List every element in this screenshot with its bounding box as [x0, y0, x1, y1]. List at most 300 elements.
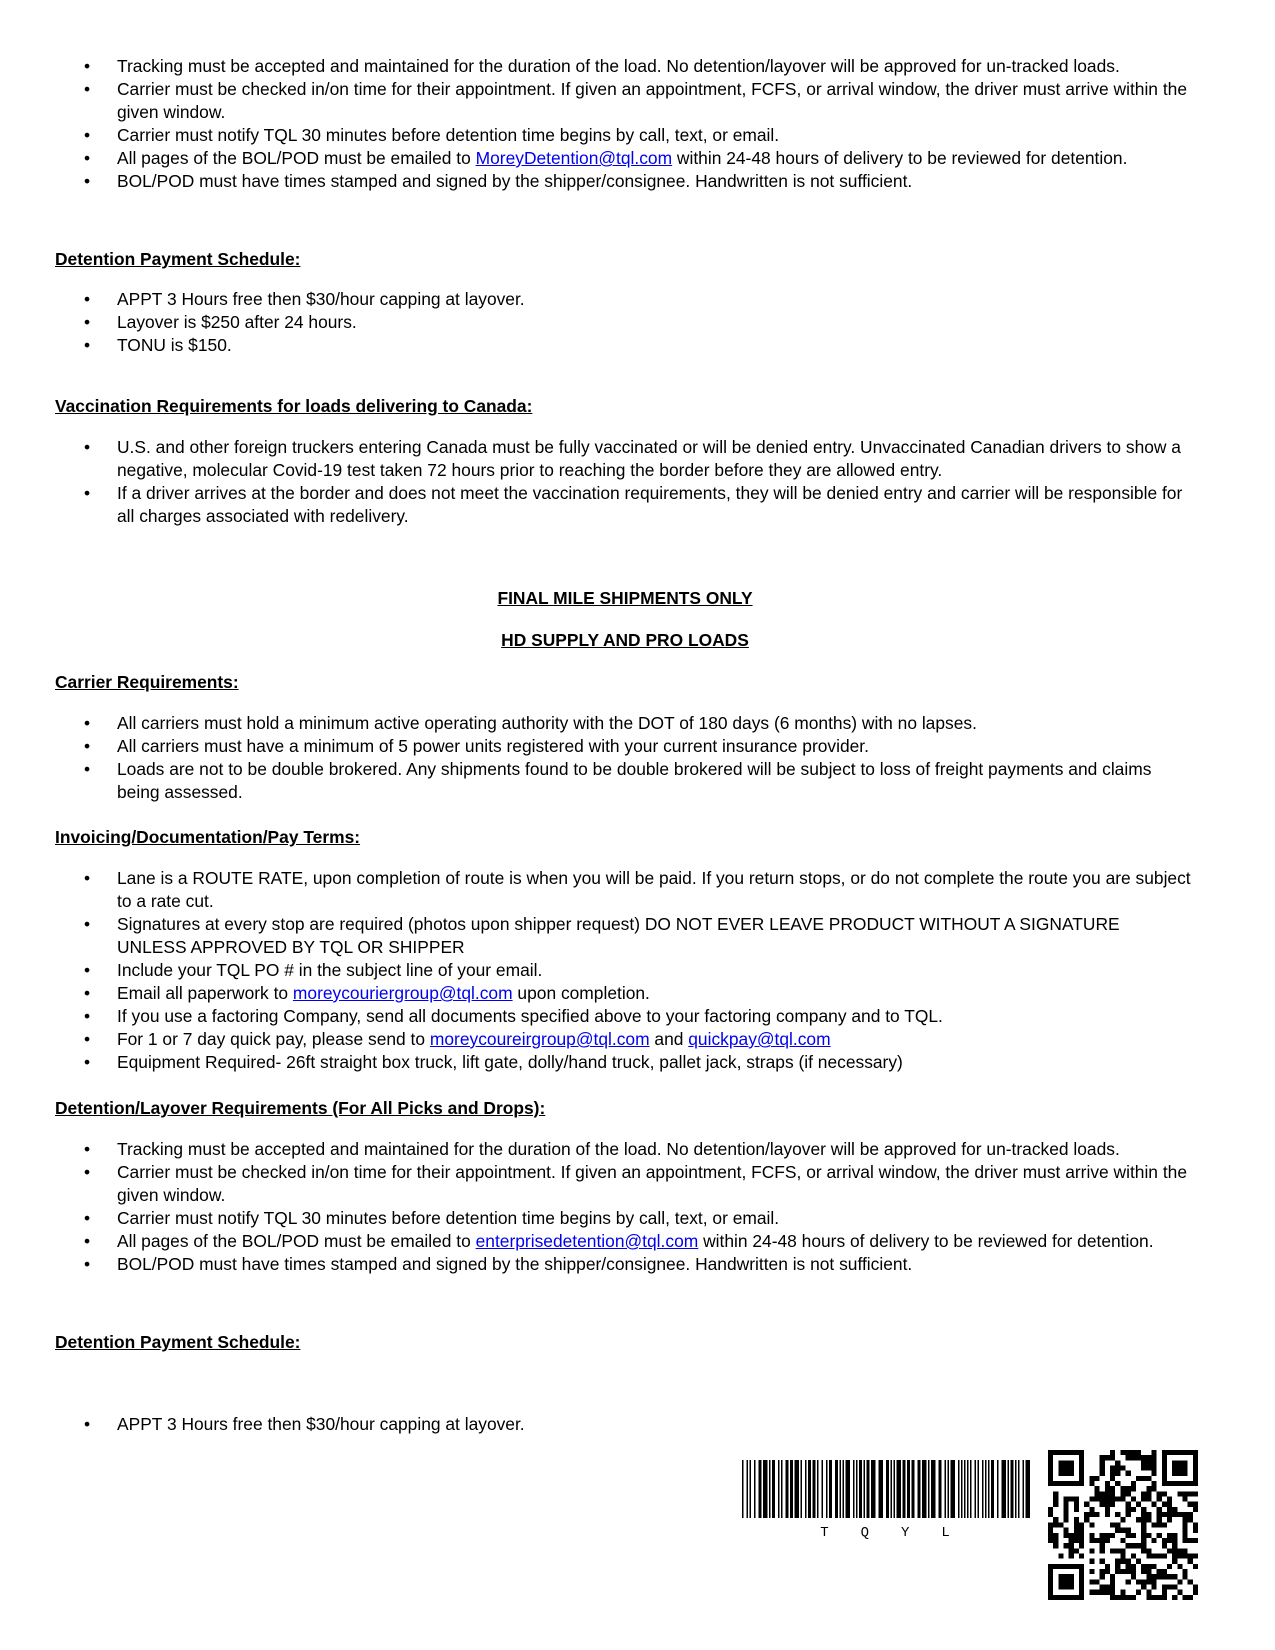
qr-module [1157, 1574, 1162, 1579]
morey-courier-email-link[interactable]: moreycouriergroup@tql.com [292, 983, 513, 1003]
list-item: • U.S. and other foreign truckers entering Canada must be fully vaccinated or will be denied entry. Unvaccinated Canadian drivers to show a negative, molecular Covid-19 test taken 72 hours prior to reaching the border before they are allowed entry. [82, 436, 1192, 482]
qr-module [1177, 1491, 1182, 1496]
email-paperwork-post: upon completion. [512, 983, 650, 1003]
payment-list-2 [82, 1413, 1192, 1436]
barcode-bar [778, 1460, 780, 1518]
barcode-bar [928, 1460, 930, 1518]
qr-code-modules [1048, 1450, 1198, 1600]
barcode-bar [1002, 1460, 1007, 1518]
qr-module [1141, 1497, 1146, 1502]
quickpay-email-link[interactable]: quickpay@tql.com [688, 1029, 831, 1049]
list-item [82, 147, 1192, 170]
qr-module [1182, 1595, 1187, 1600]
qr-module [1079, 1533, 1084, 1538]
qr-module [1089, 1476, 1094, 1481]
barcode-bar [846, 1460, 851, 1518]
qr-module [1193, 1491, 1198, 1496]
qr-module [1074, 1533, 1079, 1538]
qr-module [1069, 1553, 1074, 1558]
qr-module [1064, 1497, 1069, 1502]
qr-module [1136, 1543, 1141, 1548]
qr-module [1151, 1584, 1156, 1589]
qr-module [1069, 1497, 1074, 1502]
invoicing-heading: Invoicing/Documentation/Pay Terms: [55, 827, 361, 847]
qr-module [1162, 1543, 1167, 1548]
qr-module [1110, 1466, 1115, 1471]
qr-module [1120, 1466, 1125, 1471]
qr-module [1126, 1502, 1131, 1507]
barcode-bar [988, 1460, 990, 1518]
qr-module [1115, 1522, 1120, 1527]
barcode-bar [886, 1460, 889, 1518]
barcode-bar [939, 1460, 942, 1518]
qr-module [1188, 1538, 1193, 1543]
qr-module [1182, 1512, 1187, 1517]
qr-module [1115, 1559, 1120, 1564]
qr-module [1182, 1522, 1187, 1527]
qr-module [1182, 1574, 1187, 1579]
qr-module [1141, 1522, 1146, 1527]
qr-module [1110, 1579, 1115, 1584]
invoicing-list [82, 867, 1192, 1074]
list-item: • Layover is $250 after 24 hours. [82, 311, 1192, 334]
barcode-bar [813, 1460, 816, 1518]
qr-module [1126, 1486, 1131, 1491]
qr-module [1120, 1538, 1125, 1543]
qr-module [1115, 1569, 1120, 1574]
qr-module [1100, 1543, 1105, 1548]
qr-module [1131, 1533, 1136, 1538]
qr-module [1053, 1491, 1058, 1496]
qr-module [1126, 1507, 1131, 1512]
qr-module [1115, 1481, 1120, 1486]
vaccination-heading: Vaccination Requirements for loads delivering to Canada: [55, 396, 533, 416]
qr-module [1141, 1538, 1146, 1543]
qr-module [1146, 1517, 1151, 1522]
qr-module [1110, 1574, 1115, 1579]
barcode-bar [970, 1460, 972, 1518]
qr-module [1141, 1466, 1146, 1471]
qr-module [1110, 1476, 1115, 1481]
qr-module [1141, 1564, 1146, 1569]
qr-module [1141, 1533, 1146, 1538]
bol-email-pre: All pages of the BOL/POD must be emailed to [117, 148, 476, 168]
qr-module [1058, 1522, 1063, 1527]
qr-module [1188, 1595, 1193, 1600]
detention-layover-heading: Detention/Layover Requirements (For All Picks and Drops): [55, 1098, 546, 1118]
list-item: • Carrier must notify TQL 30 minutes before detention time begins by call, text, or email. [82, 1207, 1192, 1230]
barcode-bar [781, 1460, 783, 1518]
qr-module [1105, 1502, 1110, 1507]
list-item [82, 982, 1192, 1005]
qr-module [1172, 1584, 1177, 1589]
qr-module [1193, 1528, 1198, 1533]
barcode-bar [750, 1460, 752, 1518]
qr-module [1131, 1574, 1136, 1579]
list-item: • Lane is a ROUTE RATE, upon completion of route is when you will be paid. If you return stops, or do not complete the route you are subject to a rate cut. [82, 867, 1192, 913]
qr-module [1100, 1491, 1105, 1496]
qr-module [1120, 1450, 1125, 1455]
list-item: • Include your TQL PO # in the subject line of your email. [82, 959, 1192, 982]
barcode-bar [1011, 1460, 1014, 1518]
qr-module [1141, 1512, 1146, 1517]
qr-module [1105, 1584, 1110, 1589]
qr-module [1079, 1528, 1084, 1533]
qr-module [1157, 1533, 1162, 1538]
barcode [740, 1460, 1030, 1540]
barcode-bar [742, 1460, 744, 1518]
qr-module [1151, 1564, 1156, 1569]
barcode-bar [978, 1460, 980, 1518]
qr-module [1172, 1553, 1177, 1558]
morey-detention-email-link[interactable]: MoreyDetention@tql.com [475, 148, 673, 168]
qr-module [1146, 1553, 1151, 1558]
qr-module [1131, 1450, 1136, 1455]
qr-module [1157, 1507, 1162, 1512]
qr-module [1048, 1507, 1053, 1512]
barcode-bar [1015, 1460, 1017, 1518]
qr-module [1084, 1512, 1089, 1517]
barcode-bar [856, 1460, 858, 1518]
qr-module [1151, 1466, 1156, 1471]
qr-module [1162, 1595, 1167, 1600]
qr-module [1105, 1486, 1110, 1491]
qr-code [1048, 1450, 1198, 1600]
barcode-bar [991, 1460, 994, 1518]
qr-module [1177, 1564, 1182, 1569]
list-item: • If a driver arrives at the border and does not meet the vaccination requirements, they will be denied entry and carrier will be responsible for all charges associated with redelivery. [82, 482, 1192, 528]
list-item: • APPT 3 Hours free then $30/hour capping at layover. [82, 1413, 1192, 1436]
qr-module [1110, 1486, 1115, 1491]
qr-module [1131, 1481, 1136, 1486]
qr-module [1126, 1564, 1131, 1569]
qr-module [1089, 1512, 1094, 1517]
qr-module [1141, 1579, 1146, 1584]
qr-module [1115, 1497, 1120, 1502]
qr-module [1105, 1507, 1110, 1512]
barcode-bars [740, 1460, 1030, 1520]
barcode-bar [948, 1460, 950, 1518]
qr-module [1074, 1548, 1079, 1553]
qr-module [1151, 1486, 1156, 1491]
qr-module [1048, 1533, 1053, 1538]
qr-module [1110, 1502, 1115, 1507]
barcode-bar [826, 1460, 828, 1518]
qr-module [1167, 1507, 1172, 1512]
barcode-bar [763, 1460, 768, 1518]
qr-module [1146, 1512, 1151, 1517]
qr-module [1110, 1450, 1115, 1455]
qr-module [1064, 1502, 1069, 1507]
barcode-bar [907, 1460, 910, 1518]
list-item: • Signatures at every stop are required (photos upon shipper request) DO NOT EVER LEAVE PRODUCT WITHOUT A SIGNATURE UNLESS APPROVED BY TQL OR SHIPPER [82, 913, 1192, 959]
barcode-bar [867, 1460, 870, 1518]
qr-module [1100, 1584, 1105, 1589]
qr-module [1064, 1517, 1069, 1522]
qr-module [1089, 1590, 1094, 1595]
qr-module [1100, 1497, 1105, 1502]
qr-module [1177, 1548, 1182, 1553]
qr-module [1074, 1528, 1079, 1533]
barcode-bar [894, 1460, 896, 1518]
barcode-bar [982, 1460, 984, 1518]
qr-module [1074, 1522, 1079, 1527]
qr-module [1120, 1486, 1125, 1491]
list-item: • Carrier must notify TQL 30 minutes before detention time begins by call, text, or email. [82, 124, 1192, 147]
qr-module [1157, 1569, 1162, 1574]
qr-module [1151, 1538, 1156, 1543]
qr-module [1105, 1569, 1110, 1574]
barcode-bar [912, 1460, 915, 1518]
qr-module [1131, 1553, 1136, 1558]
enterprise-detention-email-link[interactable]: enterprisedetention@tql.com [475, 1231, 699, 1251]
list-item [82, 1028, 1192, 1051]
list-item: • BOL/POD must have times stamped and signed by the shipper/consignee. Handwritten is not sufficient. [82, 1253, 1192, 1276]
qr-module [1193, 1502, 1198, 1507]
qr-module [1162, 1569, 1167, 1574]
barcode-bar [808, 1460, 811, 1518]
qr-module [1136, 1502, 1141, 1507]
qr-module [1151, 1502, 1156, 1507]
barcode-bar [835, 1460, 838, 1518]
morey-coureir-email-link[interactable]: moreycoureirgroup@tql.com [429, 1029, 650, 1049]
qr-module [1089, 1569, 1094, 1574]
qr-module [1157, 1522, 1162, 1527]
qr-module [1167, 1512, 1172, 1517]
qr-module [1172, 1460, 1188, 1476]
qr-module [1182, 1569, 1187, 1574]
qr-module [1146, 1455, 1151, 1460]
barcode-bar [1018, 1460, 1020, 1518]
barcode-bar [985, 1460, 987, 1518]
qr-module [1100, 1502, 1105, 1507]
qr-module [1146, 1476, 1151, 1481]
qr-module [1131, 1595, 1136, 1600]
qr-module [1131, 1507, 1136, 1512]
qr-module [1141, 1507, 1146, 1512]
barcode-bar [897, 1460, 902, 1518]
qr-module [1167, 1564, 1172, 1569]
qr-module [1053, 1517, 1058, 1522]
qr-module [1126, 1559, 1131, 1564]
list-item: • Equipment Required- 26ft straight box truck, lift gate, dolly/hand truck, pallet jack, straps (if necessary) [82, 1051, 1192, 1074]
qr-module [1074, 1538, 1079, 1543]
list-item: • Carrier must be checked in/on time for their appointment. If given an appointment, FCFS, or arrival window, the driver must arrive within the given window. [82, 78, 1192, 124]
qr-module [1172, 1512, 1177, 1517]
qr-module [1095, 1512, 1100, 1517]
qr-module [1172, 1574, 1177, 1579]
qr-module [1146, 1486, 1151, 1491]
qr-module [1115, 1528, 1120, 1533]
qr-module [1126, 1471, 1131, 1476]
qr-module [1095, 1590, 1100, 1595]
qr-module [1167, 1574, 1172, 1579]
qr-module [1141, 1491, 1146, 1496]
barcode-bar [1023, 1460, 1025, 1518]
qr-module [1136, 1450, 1141, 1455]
qr-module [1074, 1497, 1079, 1502]
qr-module [1110, 1497, 1115, 1502]
qr-module [1126, 1491, 1131, 1496]
qr-module [1193, 1538, 1198, 1543]
qr-module [1151, 1595, 1156, 1600]
qr-module [1177, 1553, 1182, 1558]
barcode-bar [829, 1460, 832, 1518]
qr-module [1182, 1491, 1187, 1496]
bol-email-post: within 24-48 hours of delivery to be reviewed for detention. [698, 1231, 1154, 1251]
qr-module [1146, 1466, 1151, 1471]
qr-module [1110, 1522, 1115, 1527]
qr-module [1089, 1507, 1094, 1512]
qr-module [1146, 1491, 1151, 1496]
qr-module [1089, 1538, 1094, 1543]
qr-module [1126, 1579, 1131, 1584]
qr-module [1100, 1466, 1105, 1471]
qr-module [1089, 1579, 1094, 1584]
list-item: • BOL/POD must have times stamped and signed by the shipper/consignee. Handwritten is not sufficient. [82, 170, 1192, 193]
qr-module [1146, 1564, 1151, 1569]
qr-module [1110, 1548, 1115, 1553]
qr-module [1120, 1528, 1125, 1533]
qr-module [1079, 1543, 1084, 1548]
qr-module [1146, 1579, 1151, 1584]
barcode-bar [945, 1460, 947, 1518]
qr-module [1172, 1507, 1177, 1512]
list-item: • APPT 3 Hours free then $30/hour capping at layover. [82, 288, 1192, 311]
qr-module [1146, 1460, 1151, 1465]
bol-email-pre: All pages of the BOL/POD must be emailed to [117, 1231, 476, 1251]
qr-module [1126, 1528, 1131, 1533]
barcode-char: Q [860, 1525, 869, 1541]
qr-module [1120, 1548, 1125, 1553]
final-mile-title: FINAL MILE SHIPMENTS ONLY [497, 588, 753, 608]
barcode-bar [967, 1460, 969, 1518]
qr-module [1188, 1553, 1193, 1558]
barcode-bar [964, 1460, 966, 1518]
qr-module [1115, 1460, 1120, 1465]
qr-module [1095, 1579, 1100, 1584]
qr-module [1172, 1543, 1177, 1548]
qr-module [1100, 1590, 1105, 1595]
qr-module [1141, 1476, 1146, 1481]
qr-module [1110, 1533, 1115, 1538]
qr-module [1120, 1517, 1125, 1522]
qr-module [1100, 1574, 1105, 1579]
qr-module [1131, 1455, 1136, 1460]
qr-module [1131, 1564, 1136, 1569]
qr-module [1084, 1502, 1089, 1507]
qr-module [1048, 1522, 1053, 1527]
qr-module [1064, 1507, 1069, 1512]
qr-module [1110, 1595, 1115, 1600]
qr-module [1188, 1491, 1193, 1496]
qr-module [1157, 1512, 1162, 1517]
qr-module [1084, 1517, 1089, 1522]
list-item: • Tracking must be accepted and maintained for the duration of the load. No detention/layover will be approved for un-tracked loads. [82, 55, 1192, 78]
qr-module [1146, 1548, 1151, 1553]
qr-module [1074, 1507, 1079, 1512]
qr-module [1095, 1491, 1100, 1496]
qr-module [1105, 1533, 1110, 1538]
qr-module [1053, 1497, 1058, 1502]
quickpay-and: and [649, 1029, 689, 1049]
qr-module [1100, 1559, 1105, 1564]
qr-module [1167, 1497, 1172, 1502]
qr-module [1162, 1574, 1167, 1579]
qr-module [1110, 1590, 1115, 1595]
qr-module [1162, 1553, 1167, 1558]
qr-module [1115, 1471, 1120, 1476]
qr-module [1105, 1497, 1110, 1502]
qr-module [1089, 1497, 1094, 1502]
qr-module [1053, 1502, 1058, 1507]
qr-module [1053, 1522, 1058, 1527]
qr-module [1151, 1460, 1156, 1465]
barcode-bar [891, 1460, 893, 1518]
qr-module [1151, 1481, 1156, 1486]
qr-module [1182, 1528, 1187, 1533]
qr-module [1064, 1512, 1069, 1517]
list-item: • All carriers must hold a minimum active operating authority with the DOT of 180 days (6 months) with no lapses. [82, 712, 1192, 735]
barcode-char: Y [901, 1525, 910, 1541]
qr-module [1079, 1553, 1084, 1558]
barcode-bar [1008, 1460, 1010, 1518]
qr-module [1162, 1522, 1167, 1527]
qr-module [1095, 1486, 1100, 1491]
qr-module [1069, 1548, 1074, 1553]
qr-module [1105, 1455, 1110, 1460]
qr-module [1167, 1502, 1172, 1507]
qr-module [1151, 1471, 1156, 1476]
qr-module [1079, 1538, 1084, 1543]
qr-module [1100, 1538, 1105, 1543]
qr-module [1151, 1553, 1156, 1558]
qr-module [1182, 1548, 1187, 1553]
barcode-bar [903, 1460, 906, 1518]
payment-list [82, 288, 1192, 357]
qr-module [1157, 1497, 1162, 1502]
qr-module [1172, 1559, 1177, 1564]
qr-module [1100, 1455, 1105, 1460]
qr-module [1064, 1533, 1069, 1538]
final-mile-subtitle: HD SUPPLY AND PRO LOADS [501, 630, 749, 650]
quickpay-pre: For 1 or 7 day quick pay, please send to [117, 1029, 430, 1049]
barcode-bar [931, 1460, 936, 1518]
qr-module [1141, 1460, 1146, 1465]
qr-module [1058, 1460, 1074, 1476]
qr-module [1193, 1553, 1198, 1558]
qr-module [1131, 1543, 1136, 1548]
qr-module [1151, 1579, 1156, 1584]
qr-module [1048, 1512, 1053, 1517]
qr-module [1141, 1517, 1146, 1522]
qr-module [1069, 1543, 1074, 1548]
qr-module [1131, 1569, 1136, 1574]
qr-module [1167, 1533, 1172, 1538]
qr-module [1167, 1548, 1172, 1553]
qr-module [1110, 1491, 1115, 1496]
carrier-requirements-heading: Carrier Requirements: [55, 672, 239, 692]
list-item: • Tracking must be accepted and maintained for the duration of the load. No detention/layover will be approved for un-tracked loads. [82, 1138, 1192, 1161]
qr-module [1058, 1553, 1063, 1558]
barcode-bar [859, 1460, 862, 1518]
qr-module [1064, 1528, 1069, 1533]
list-item: • Loads are not to be double brokered. Any shipments found to be double brokered will be subject to loss of freight payments and claims being assessed. [82, 758, 1192, 804]
qr-module [1089, 1548, 1094, 1553]
qr-module [1120, 1497, 1125, 1502]
list-item: • All carriers must have a minimum of 5 power units registered with your current insurance provider. [82, 735, 1192, 758]
qr-module [1162, 1502, 1167, 1507]
